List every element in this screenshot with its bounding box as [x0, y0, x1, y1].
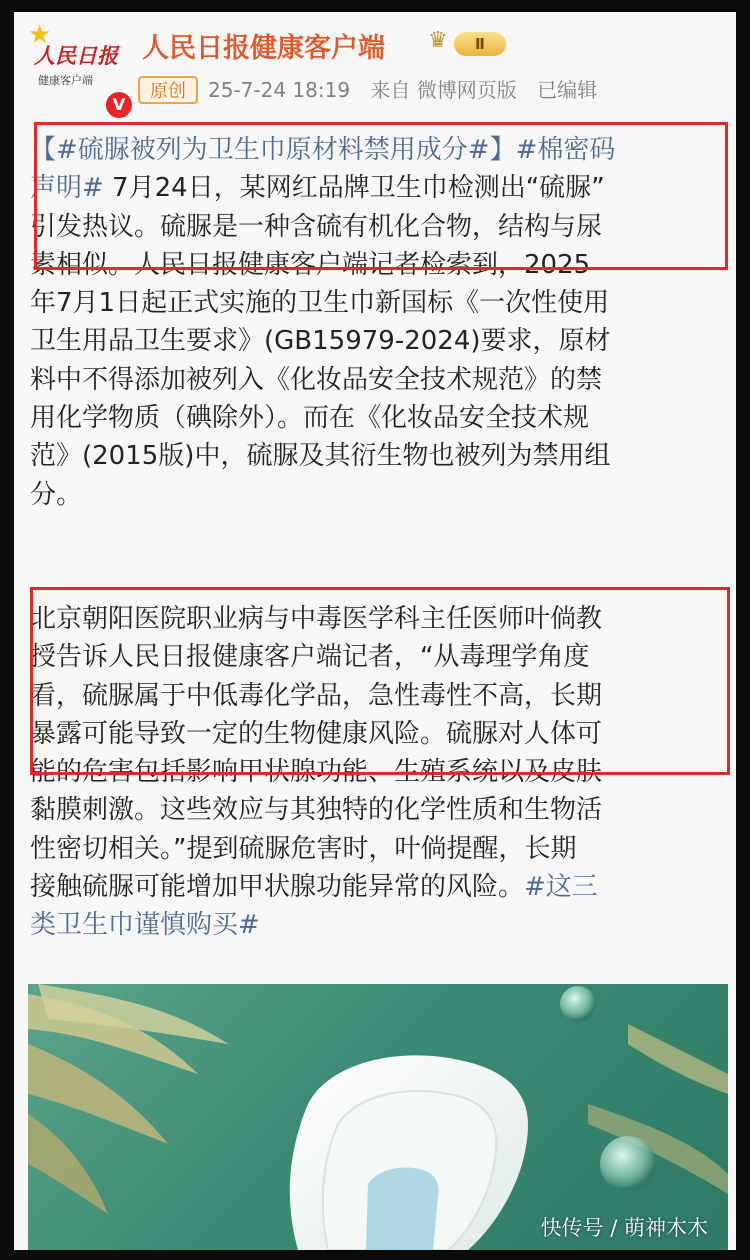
body-text: 年7月1日起正式实施的卫生巾新国标《一次性使用: [30, 288, 610, 319]
avatar-logo-text: 人民日报: [34, 43, 118, 68]
text-line: [30, 437, 730, 475]
text-line: [30, 476, 730, 514]
water-drop-icon: [560, 986, 596, 1022]
weibo-post-card: [14, 12, 736, 1250]
highlight-box-1: [34, 122, 728, 270]
body-text: 素相似。人民日报健康客户端记者检索到，2025: [30, 249, 591, 280]
post-source: 来自 微博网页版: [370, 78, 517, 102]
hashtag-link[interactable]: #这三: [524, 872, 598, 903]
crown-icon: ♛: [428, 28, 448, 53]
text-line: [30, 906, 730, 944]
text-line: [30, 322, 730, 360]
body-text: 看，硫脲属于中低毒化学品，急性毒性不高，长期: [30, 680, 603, 711]
body-text: 北京朝阳医院职业病与中毒医学科主任医师叶倘教: [30, 604, 603, 634]
body-text: 引发热议。硫脲是一种含硫有机化合物，结构与尿: [30, 211, 603, 242]
body-text: 7月24日，某网红品牌卫生巾检测出“硫脲”: [103, 173, 605, 204]
hashtag-link[interactable]: 声明#: [30, 173, 104, 204]
body-text: 料中不得添加被列入《化妆品安全技术规范》的禁: [30, 364, 603, 395]
post-header: [14, 12, 736, 112]
body-text: 能的危害包括影响甲状腺功能、生殖系统以及皮肤: [30, 757, 603, 788]
post-meta: [208, 76, 611, 104]
post-image[interactable]: [28, 984, 728, 1250]
water-drop-icon: [600, 1136, 656, 1192]
star-icon: ★: [28, 20, 52, 50]
edited-label: 已编辑: [537, 78, 598, 102]
hashtag-link[interactable]: 【#硫脲被列为卫生巾原材料禁用成分#】#棉密码: [30, 135, 616, 165]
body-text: 黏膜刺激。这些效应与其独特的化学性质和生物活: [30, 795, 603, 826]
text-line: [30, 791, 730, 829]
body-text: 暴露可能导致一定的生物健康风险。硫脲对人体可: [30, 718, 603, 749]
body-text: 性密切相关。”提到硫脲危害时，叶倘提醒，长期: [30, 833, 577, 864]
original-tag: 原创: [138, 76, 198, 104]
body-text: 范》(2015版)中，硫脲及其衍生物也被列为禁用组: [30, 441, 611, 472]
level-badge[interactable]: Ⅱ: [454, 32, 506, 56]
body-text: 用化学物质（碘除外）。而在《化妆品安全技术规: [30, 403, 590, 434]
body-text: 授告诉人民日报健康客户端记者，“从毒理学角度: [30, 642, 590, 673]
hashtag-link[interactable]: 类卫生巾谨慎购买#: [30, 910, 260, 941]
body-text: 接触硫脲可能增加甲状腺功能异常的风险。: [30, 872, 525, 903]
text-line: [30, 284, 730, 322]
sanitary-pad-photo: [28, 984, 728, 1250]
watermark: 快传号 / 萌神木木: [540, 1216, 708, 1240]
verified-badge-icon: V: [104, 90, 134, 120]
avatar-logo-subtext: 健康客户端: [38, 74, 93, 87]
highlight-box-2: [30, 587, 730, 775]
post-timestamp: 25-7-24 18:19: [208, 78, 351, 102]
avatar[interactable]: [28, 20, 126, 114]
body-text: 分。: [30, 479, 83, 510]
account-name[interactable]: 人民日报健康客户端: [142, 33, 385, 64]
text-line: [30, 868, 730, 906]
text-line: [30, 399, 730, 437]
text-line: [30, 830, 730, 868]
text-line: [30, 361, 730, 399]
body-text: 卫生用品卫生要求》(GB15979-2024)要求，原材: [30, 326, 611, 357]
